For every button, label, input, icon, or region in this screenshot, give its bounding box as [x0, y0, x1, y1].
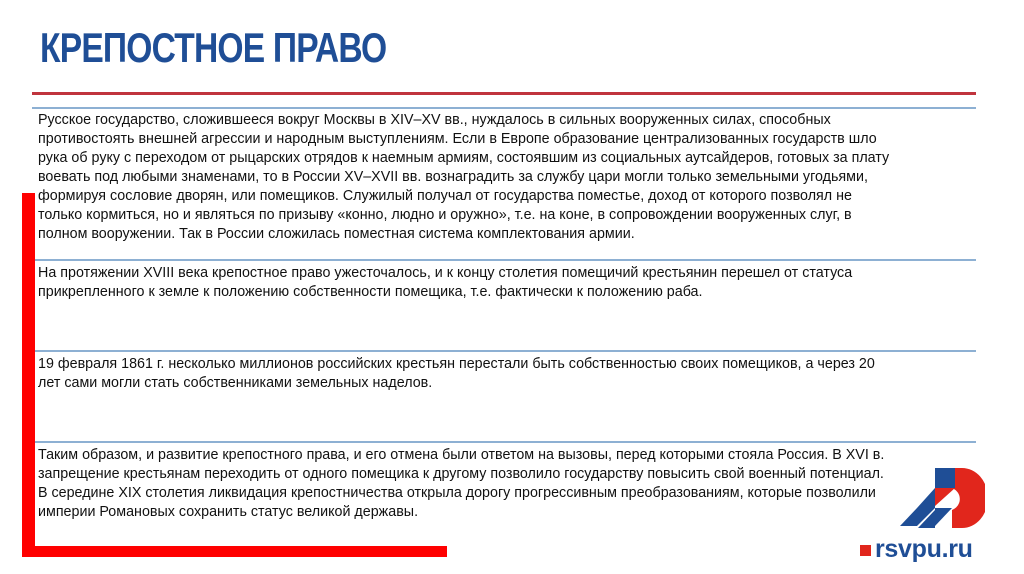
site-url: rsvpu.ru [875, 534, 973, 563]
paragraph-separator [32, 259, 976, 261]
slide-title: КРЕПОСТНОЕ ПРАВО [40, 24, 387, 71]
paragraph-line: 19 февраля 1861 г. несколько миллионов российских крестьян перестали быть собственностью своих помещиков, а через 20 [38, 356, 875, 372]
paragraph-line: империи Романовых сохранить статус великой державы. [38, 504, 419, 520]
paragraph-2 [38, 264, 973, 302]
paragraph-line: лет сами могли стать собственниками земельных наделов. [38, 375, 433, 391]
paragraph-separator [32, 441, 976, 443]
red-bracket-vertical [22, 193, 35, 557]
paragraph-line: воевать под любыми знаменами, то в России XV–XVII вв. вознаградить за службу цари могли только земельными угодьями, [38, 169, 868, 185]
paragraph-separator [32, 107, 976, 109]
site-label [860, 535, 973, 563]
paragraph-line: запрещение крестьянам переходить от одного помещика к другому позволило государству повысить свой военный потенциал. [38, 466, 884, 482]
paragraph-3 [38, 355, 973, 393]
paragraph-separator [32, 350, 976, 352]
paragraph-line: Таким образом, и развитие крепостного права, и его отмена были ответом на вызовы, перед которыми стояла Россия. В XVI в. [38, 447, 885, 463]
rsvpu-logo-icon [890, 466, 985, 532]
paragraph-line: только кормиться, но и являться по призыву «конно, людно и оружно», т.е. на коне, в сопровождении вооруженных слуг, в [38, 207, 852, 223]
paragraph-line: полном вооружении. Так в России сложилась поместная система комплектования армии. [38, 226, 635, 242]
paragraph-line: формируя сословие дворян, или помещиков. Служилый получал от государства поместье, доход от которого позволял не [38, 188, 852, 204]
paragraph-line: прикрепленного к земле к положению собственности помещика, т.е. фактически к положению раба. [38, 284, 703, 300]
red-bracket-horizontal [22, 546, 447, 557]
paragraph-line: Русское государство, сложившееся вокруг Москвы в XIV–XV вв., нуждалось в сильных вооруженных силах, способных [38, 112, 831, 128]
paragraph-line: рука об руку с переходом от рыцарских отрядов к наемным армиям, состоявшим из социальных аутсайдеров, готовых за плату [38, 150, 890, 166]
paragraph-line: противостоять внешней агрессии и народным выступлениям. Если в Европе образование централизованных государств шло [38, 131, 877, 147]
title-underline-rule [32, 92, 976, 95]
paragraph-line: На протяжении XVIII века крепостное право ужесточалось, и к концу столетия помещичий крестьянин перешел от статуса [38, 265, 853, 281]
paragraph-1 [38, 111, 973, 244]
paragraph-4 [38, 446, 973, 522]
red-square-icon [860, 545, 871, 556]
paragraph-line: В середине XIX столетия ликвидация крепостничества открыла дорогу прогрессивным преобразованиям, которые позволили [38, 485, 876, 501]
